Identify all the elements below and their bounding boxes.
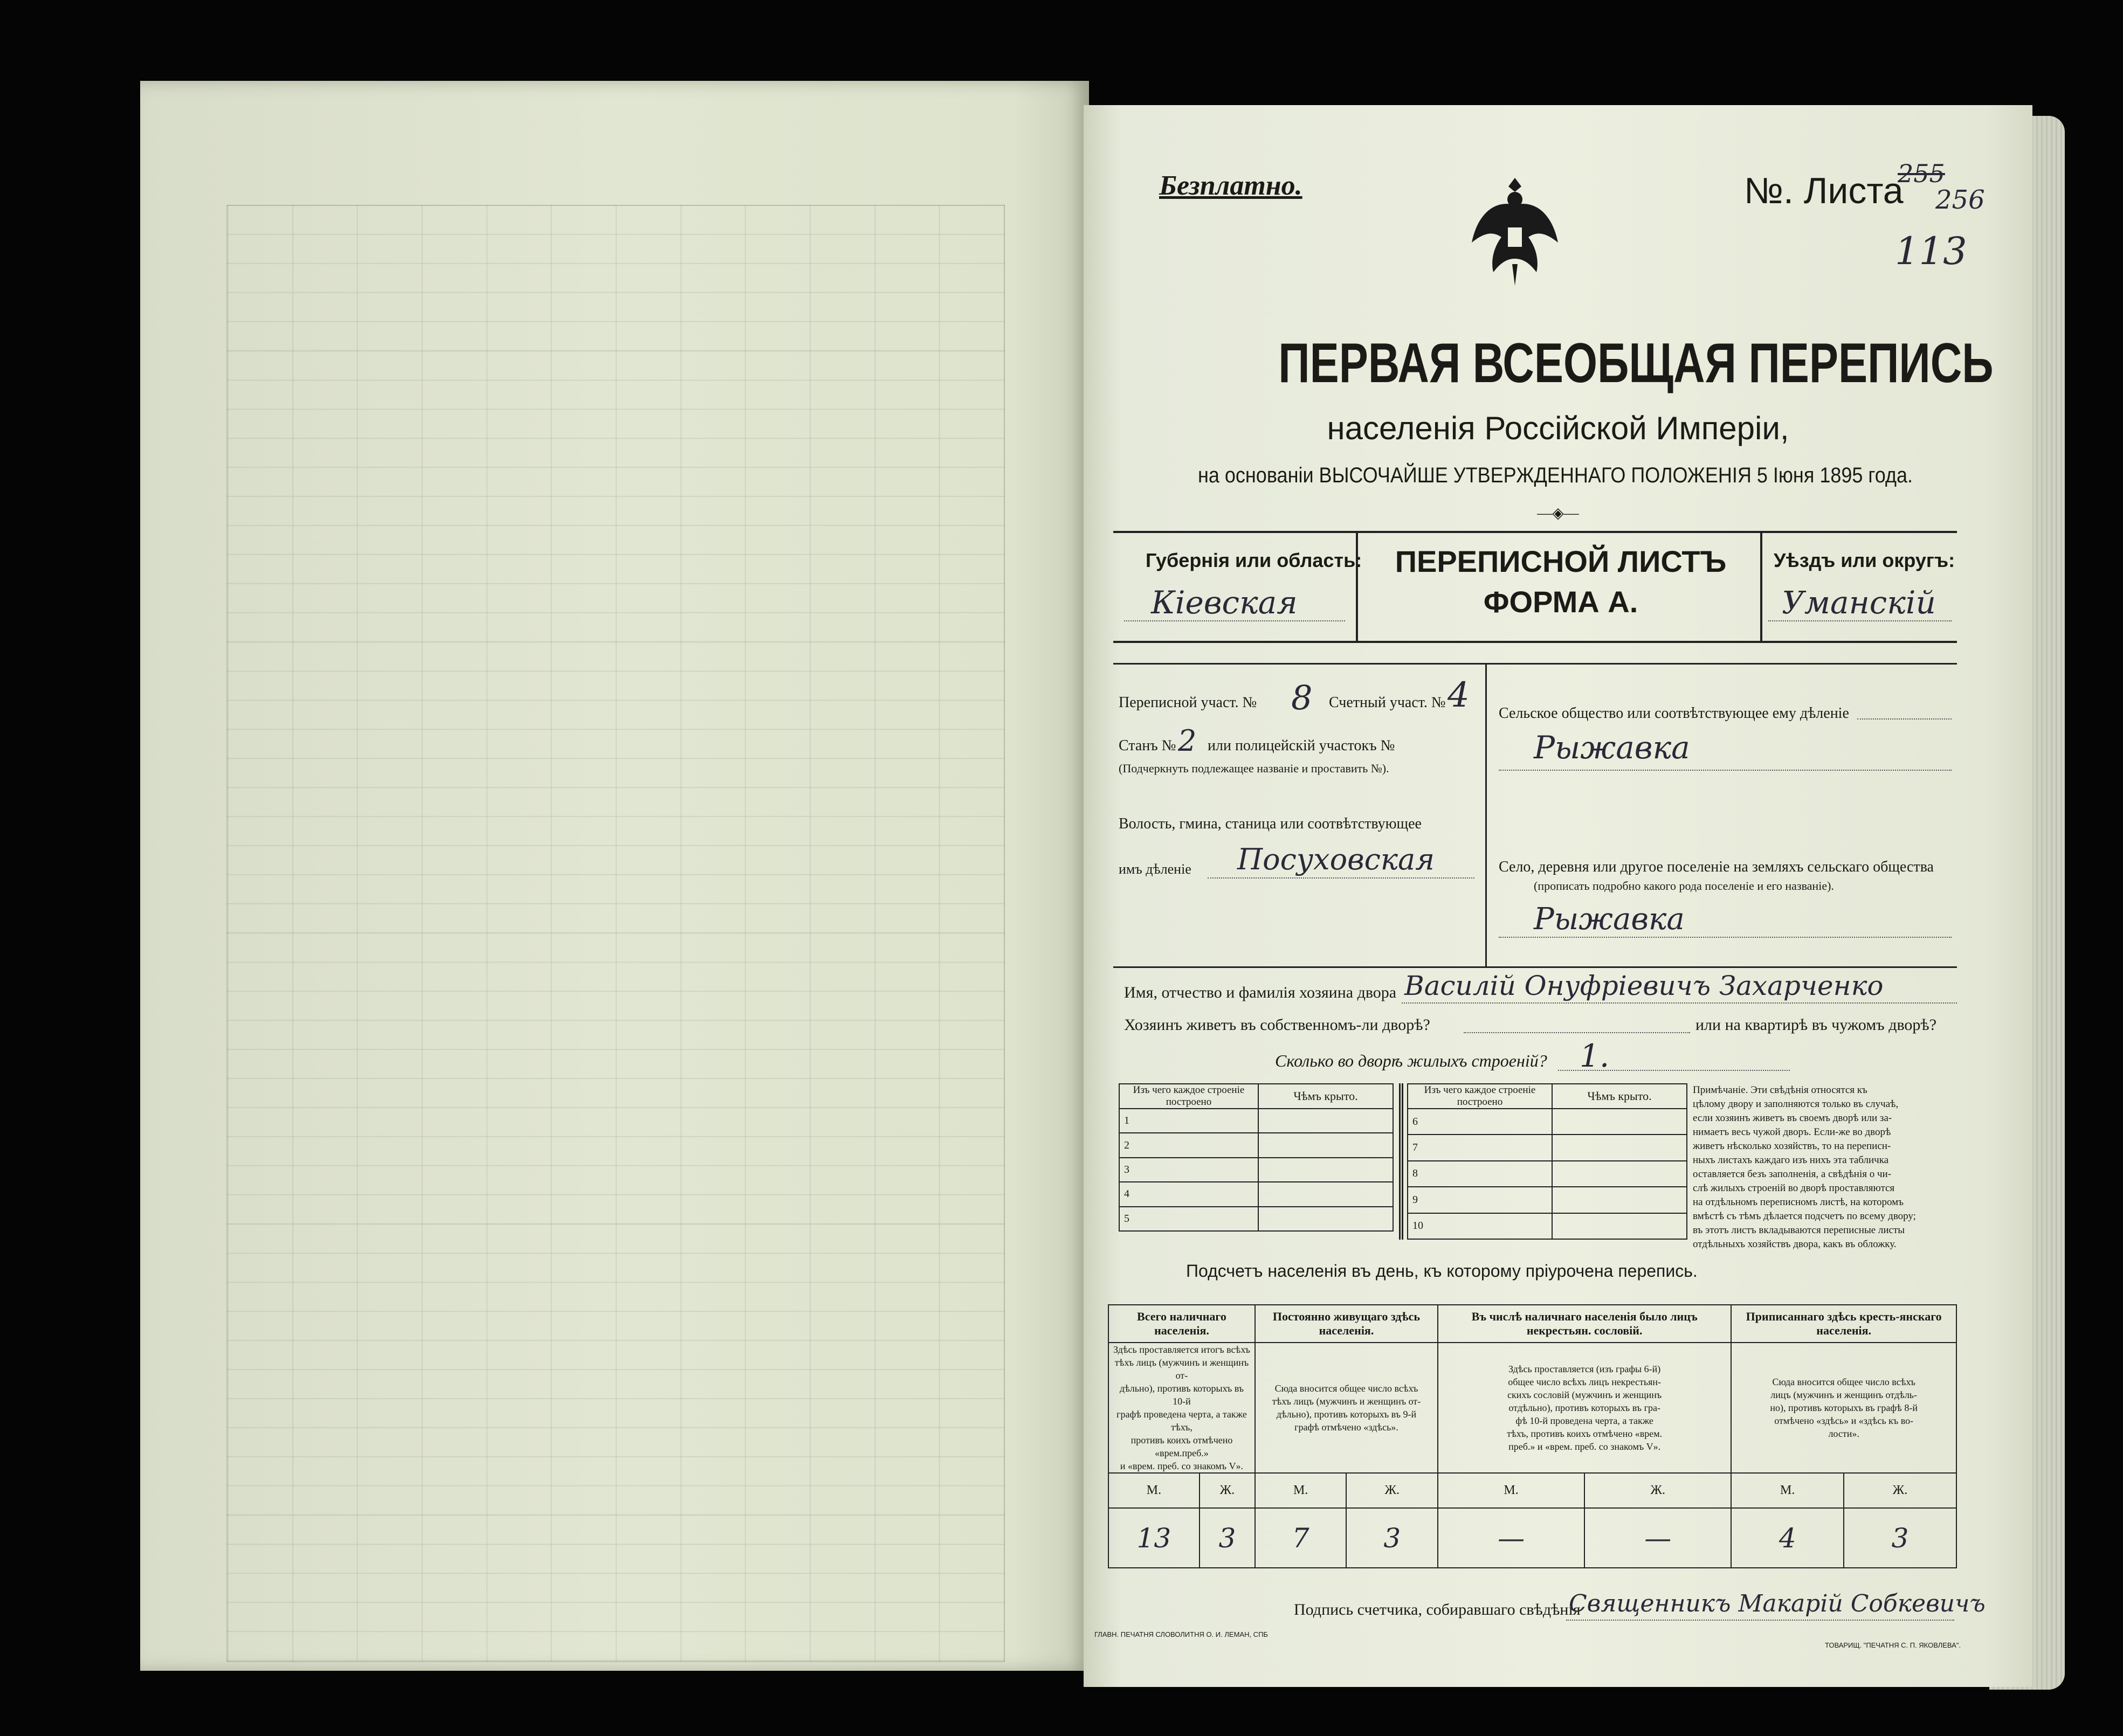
male-header: М. xyxy=(1255,1473,1347,1508)
note-line: Примѣчаніе. Эти свѣдѣнія относятся къ xyxy=(1693,1084,1867,1096)
pop-col-permanent-desc xyxy=(1255,1343,1438,1473)
owner-label: Имя, отчество и фамилія хозяина двора xyxy=(1124,984,1397,1001)
signature-label: Подпись счетчика, собиравшаго свѣдѣнія xyxy=(1294,1601,1581,1619)
note-line: нимаетъ весь чужой дворъ. Если-же во дворѣ xyxy=(1693,1126,1891,1138)
stan-label: Станъ № xyxy=(1119,737,1176,754)
desc-line: Сюда вносится общее число всѣхъ xyxy=(1274,1383,1418,1394)
note-line: слѣ жилыхъ строеній во дворѣ проставляются xyxy=(1693,1182,1895,1194)
desc-line: тѣхъ лицъ (мужчинъ и женщинъ от- xyxy=(1272,1396,1421,1407)
desc-line: дѣльно), противъ которыхъ въ 9-й xyxy=(1276,1409,1417,1420)
note-line: отдѣльныхъ хозяйствъ двора, какъ въ обложку. xyxy=(1693,1239,1897,1250)
note-line: ныхъ листахъ каждаго изъ нихъ эта табличка xyxy=(1693,1154,1889,1166)
desc-line: лости». xyxy=(1828,1428,1859,1439)
male-header: М. xyxy=(1438,1473,1584,1508)
nonpeasant-female-value: — xyxy=(1584,1508,1731,1568)
female-header: Ж. xyxy=(1200,1473,1255,1508)
form-sheet-title: ПЕРЕПИСНОЙ ЛИСТЪ xyxy=(1395,544,1727,578)
buildings-label: Сколько во дворѣ жилыхъ строеній? xyxy=(1275,1051,1547,1070)
gubernia-label: Губернія или область: xyxy=(1146,549,1362,571)
sheet-number-value: 256 xyxy=(1935,185,1985,215)
desc-line: Здѣсь проставляется итогъ всѣхъ xyxy=(1113,1344,1250,1355)
pop-col-permanent-head: Постоянно живущаго здѣсь населенія. xyxy=(1255,1305,1438,1343)
free-label: Безплатно. xyxy=(1159,170,1302,201)
building-row-10: 10 xyxy=(1408,1213,1552,1239)
buildings-table-right xyxy=(1407,1083,1687,1240)
col-roof-header: Чѣмъ крыто. xyxy=(1258,1084,1393,1109)
rural-society-value: Рыжавка xyxy=(1534,729,1690,766)
pop-col-nonpeasant-desc xyxy=(1438,1343,1731,1473)
pop-col-nonpeasant-head: Въ числѣ наличнаго населенія было лицъ некрестьян. сословій. xyxy=(1438,1305,1731,1343)
note-block xyxy=(1693,1083,1957,1251)
registered-female-value: 3 xyxy=(1844,1508,1956,1568)
desc-line: и «врем. преб. со знакомъ V». xyxy=(1120,1461,1244,1471)
stan-tail: или полицейскій участокъ № xyxy=(1208,737,1395,754)
printer-right: ТОВАРИЩ. "ПЕЧАТНЯ С. П. ЯКОВЛЕВА". xyxy=(1825,1641,1961,1649)
registered-male-value: 4 xyxy=(1731,1508,1844,1568)
gubernia-value: Кіевская xyxy=(1151,584,1298,621)
population-title: Подсчетъ населенія въ день, къ которому пріурочена перепись. xyxy=(1186,1261,1698,1281)
uezd-value: Уманскій xyxy=(1782,584,1936,621)
desc-line: скихъ сословій (мужчинъ и женщинъ xyxy=(1507,1389,1662,1400)
own-yard-label: Хозяинъ живетъ въ собственномъ-ли дворѣ? xyxy=(1124,1016,1430,1034)
census-district-value: 8 xyxy=(1291,678,1313,717)
note-line: цѣлому двору и заполняются только въ случаѣ, xyxy=(1693,1098,1899,1110)
ornament-divider: —◈— xyxy=(1537,505,1579,522)
form-title: ПЕРВАЯ ВСЕОБЩАЯ ПЕРЕПИСЬ xyxy=(1278,332,1994,395)
rural-society-label: Сельское общество или соотвѣтствующее ему дѣленіе xyxy=(1499,705,1849,722)
pop-col-total-desc xyxy=(1108,1343,1255,1473)
building-row-4: 4 xyxy=(1119,1182,1258,1206)
male-header: М. xyxy=(1731,1473,1844,1508)
faint-ruled-grid xyxy=(226,205,1005,1662)
desc-line: отмѣчено «здѣсь» и «здѣсь къ во- xyxy=(1774,1415,1914,1426)
count-district-label: Счетный участ. № xyxy=(1329,694,1446,711)
imperial-eagle-emblem xyxy=(1461,167,1569,291)
building-row-7: 7 xyxy=(1408,1135,1552,1160)
total-female-value: 3 xyxy=(1200,1508,1255,1568)
sheet-number-label: №. Листа xyxy=(1744,170,1904,211)
location-section xyxy=(1113,663,1957,968)
village-value: Рыжавка xyxy=(1534,902,1685,937)
desc-line: но), противъ которыхъ въ графѣ 8-й xyxy=(1770,1402,1918,1413)
col-material-header: Изъ чего каждое строеніе построено xyxy=(1119,1084,1258,1109)
building-row-6: 6 xyxy=(1408,1109,1552,1135)
volost-label-2: имъ дѣленіе xyxy=(1119,861,1191,877)
building-row-3: 3 xyxy=(1119,1158,1258,1182)
male-header: М. xyxy=(1108,1473,1200,1508)
underline-note: (Подчеркнуть подлежащее названіе и проставить №). xyxy=(1119,762,1389,775)
note-line: оставляется безъ заполненія, а свѣдѣнія о чи- xyxy=(1693,1168,1892,1180)
building-row-1: 1 xyxy=(1119,1109,1258,1133)
building-row-9: 9 xyxy=(1408,1187,1552,1213)
pop-col-total-head: Всего наличнаго населенія. xyxy=(1108,1305,1255,1343)
desc-line: Здѣсь проставляется (изъ графы 6-й) xyxy=(1508,1364,1661,1374)
building-row-2: 2 xyxy=(1119,1133,1258,1157)
note-line: живетъ нѣсколько хозяйствъ, то на переписн- xyxy=(1693,1140,1891,1152)
form-subtitle: населенія Россійской Имперіи, xyxy=(1327,410,1789,446)
village-note: (прописать подробно какого рода поселеніе и его названіе). xyxy=(1534,879,1834,893)
left-page xyxy=(140,81,1089,1671)
buildings-value: 1. xyxy=(1580,1038,1610,1074)
pop-col-registered-head: Приписаннаго здѣсь кресть-янскаго населенія. xyxy=(1731,1305,1956,1343)
printer-left: ГЛАВН. ПЕЧАТНЯ СЛОВОЛИТНЯ О. И. ЛЕМАН, СПБ xyxy=(1094,1630,1268,1638)
desc-line: тѣхъ, противъ коихъ отмѣчено «врем. xyxy=(1507,1428,1663,1439)
col-roof-header: Чѣмъ крыто. xyxy=(1552,1084,1687,1109)
nonpeasant-male-value: — xyxy=(1438,1508,1584,1568)
desc-line: преб.» и «врем. преб. со знакомъ V». xyxy=(1508,1441,1661,1452)
count-district-value: 4 xyxy=(1448,675,1470,715)
volost-value: Посуховская xyxy=(1237,842,1435,876)
permanent-male-value: 7 xyxy=(1255,1508,1347,1568)
stan-value: 2 xyxy=(1178,724,1197,758)
female-header: Ж. xyxy=(1844,1473,1956,1508)
rented-label: или на квартирѣ въ чужомъ дворѣ? xyxy=(1695,1016,1937,1034)
desc-line: общее число всѣхъ лицъ некрестьян- xyxy=(1508,1377,1662,1387)
census-form-page xyxy=(1084,105,2032,1687)
note-line: вмѣстѣ съ тѣмъ дѣлается подсчетъ по всему двору; xyxy=(1693,1211,1916,1222)
desc-line: противъ коихъ отмѣчено «врем.преб.» xyxy=(1131,1435,1233,1458)
note-line: если хозяинъ живетъ въ своемъ дворѣ или за- xyxy=(1693,1112,1892,1124)
desc-line: отдѣльно), противъ которыхъ въ гра- xyxy=(1508,1402,1660,1413)
sheet-number-alt: 113 xyxy=(1895,229,1967,273)
col-material-header: Изъ чего каждое строеніе построено xyxy=(1408,1084,1552,1109)
desc-line: графѣ проведена черта, а также тѣхъ, xyxy=(1116,1409,1247,1433)
desc-line: лицъ (мужчинъ и женщинъ отдѣль- xyxy=(1770,1389,1918,1400)
pop-col-registered-desc xyxy=(1731,1343,1956,1473)
desc-line: дѣльно), противъ которыхъ въ 10-й xyxy=(1119,1383,1244,1407)
female-header: Ж. xyxy=(1584,1473,1731,1508)
census-district-label: Переписной участ. № xyxy=(1119,694,1257,711)
permanent-female-value: 3 xyxy=(1346,1508,1438,1568)
desc-line: тѣхъ лицъ (мужчинъ и женщинъ от- xyxy=(1114,1357,1249,1381)
population-table xyxy=(1108,1304,1957,1568)
desc-line: Сюда вносится общее число всѣхъ xyxy=(1772,1377,1915,1387)
building-row-8: 8 xyxy=(1408,1161,1552,1187)
note-line: на отдѣльномъ переписномъ листѣ, на которомъ xyxy=(1693,1196,1904,1208)
village-label: Село, деревня или другое поселеніе на земляхъ сельскаго общества xyxy=(1499,859,1934,875)
signature-value: Священникъ Макарій Собкевичъ xyxy=(1569,1590,1986,1617)
buildings-table-left xyxy=(1119,1083,1394,1232)
note-line: въ этотъ листъ вкладываются переписные листы xyxy=(1693,1225,1905,1236)
legal-basis: на основаніи ВЫСОЧАЙШЕ УТВЕРЖДЕННАГО ПОЛОЖЕНІЯ 5 Іюня 1895 года. xyxy=(1197,464,1913,487)
total-male-value: 13 xyxy=(1108,1508,1200,1568)
female-header: Ж. xyxy=(1346,1473,1438,1508)
form-header-box xyxy=(1113,531,1957,643)
desc-line: графѣ отмѣчено «здѣсь». xyxy=(1294,1422,1398,1433)
uezd-label: Уѣздъ или округъ: xyxy=(1774,549,1955,571)
sheet-number-struck: 255 xyxy=(1898,159,1945,188)
owner-value: Василій Онуфріевичъ Захарченко xyxy=(1404,970,1884,1001)
form-type: ФОРМА А. xyxy=(1483,585,1638,619)
volost-label: Волость, гмина, станица или соотвѣтствующее xyxy=(1119,815,1422,832)
building-row-5: 5 xyxy=(1119,1207,1258,1231)
desc-line: фѣ 10-й проведена черта, а также xyxy=(1515,1415,1653,1426)
